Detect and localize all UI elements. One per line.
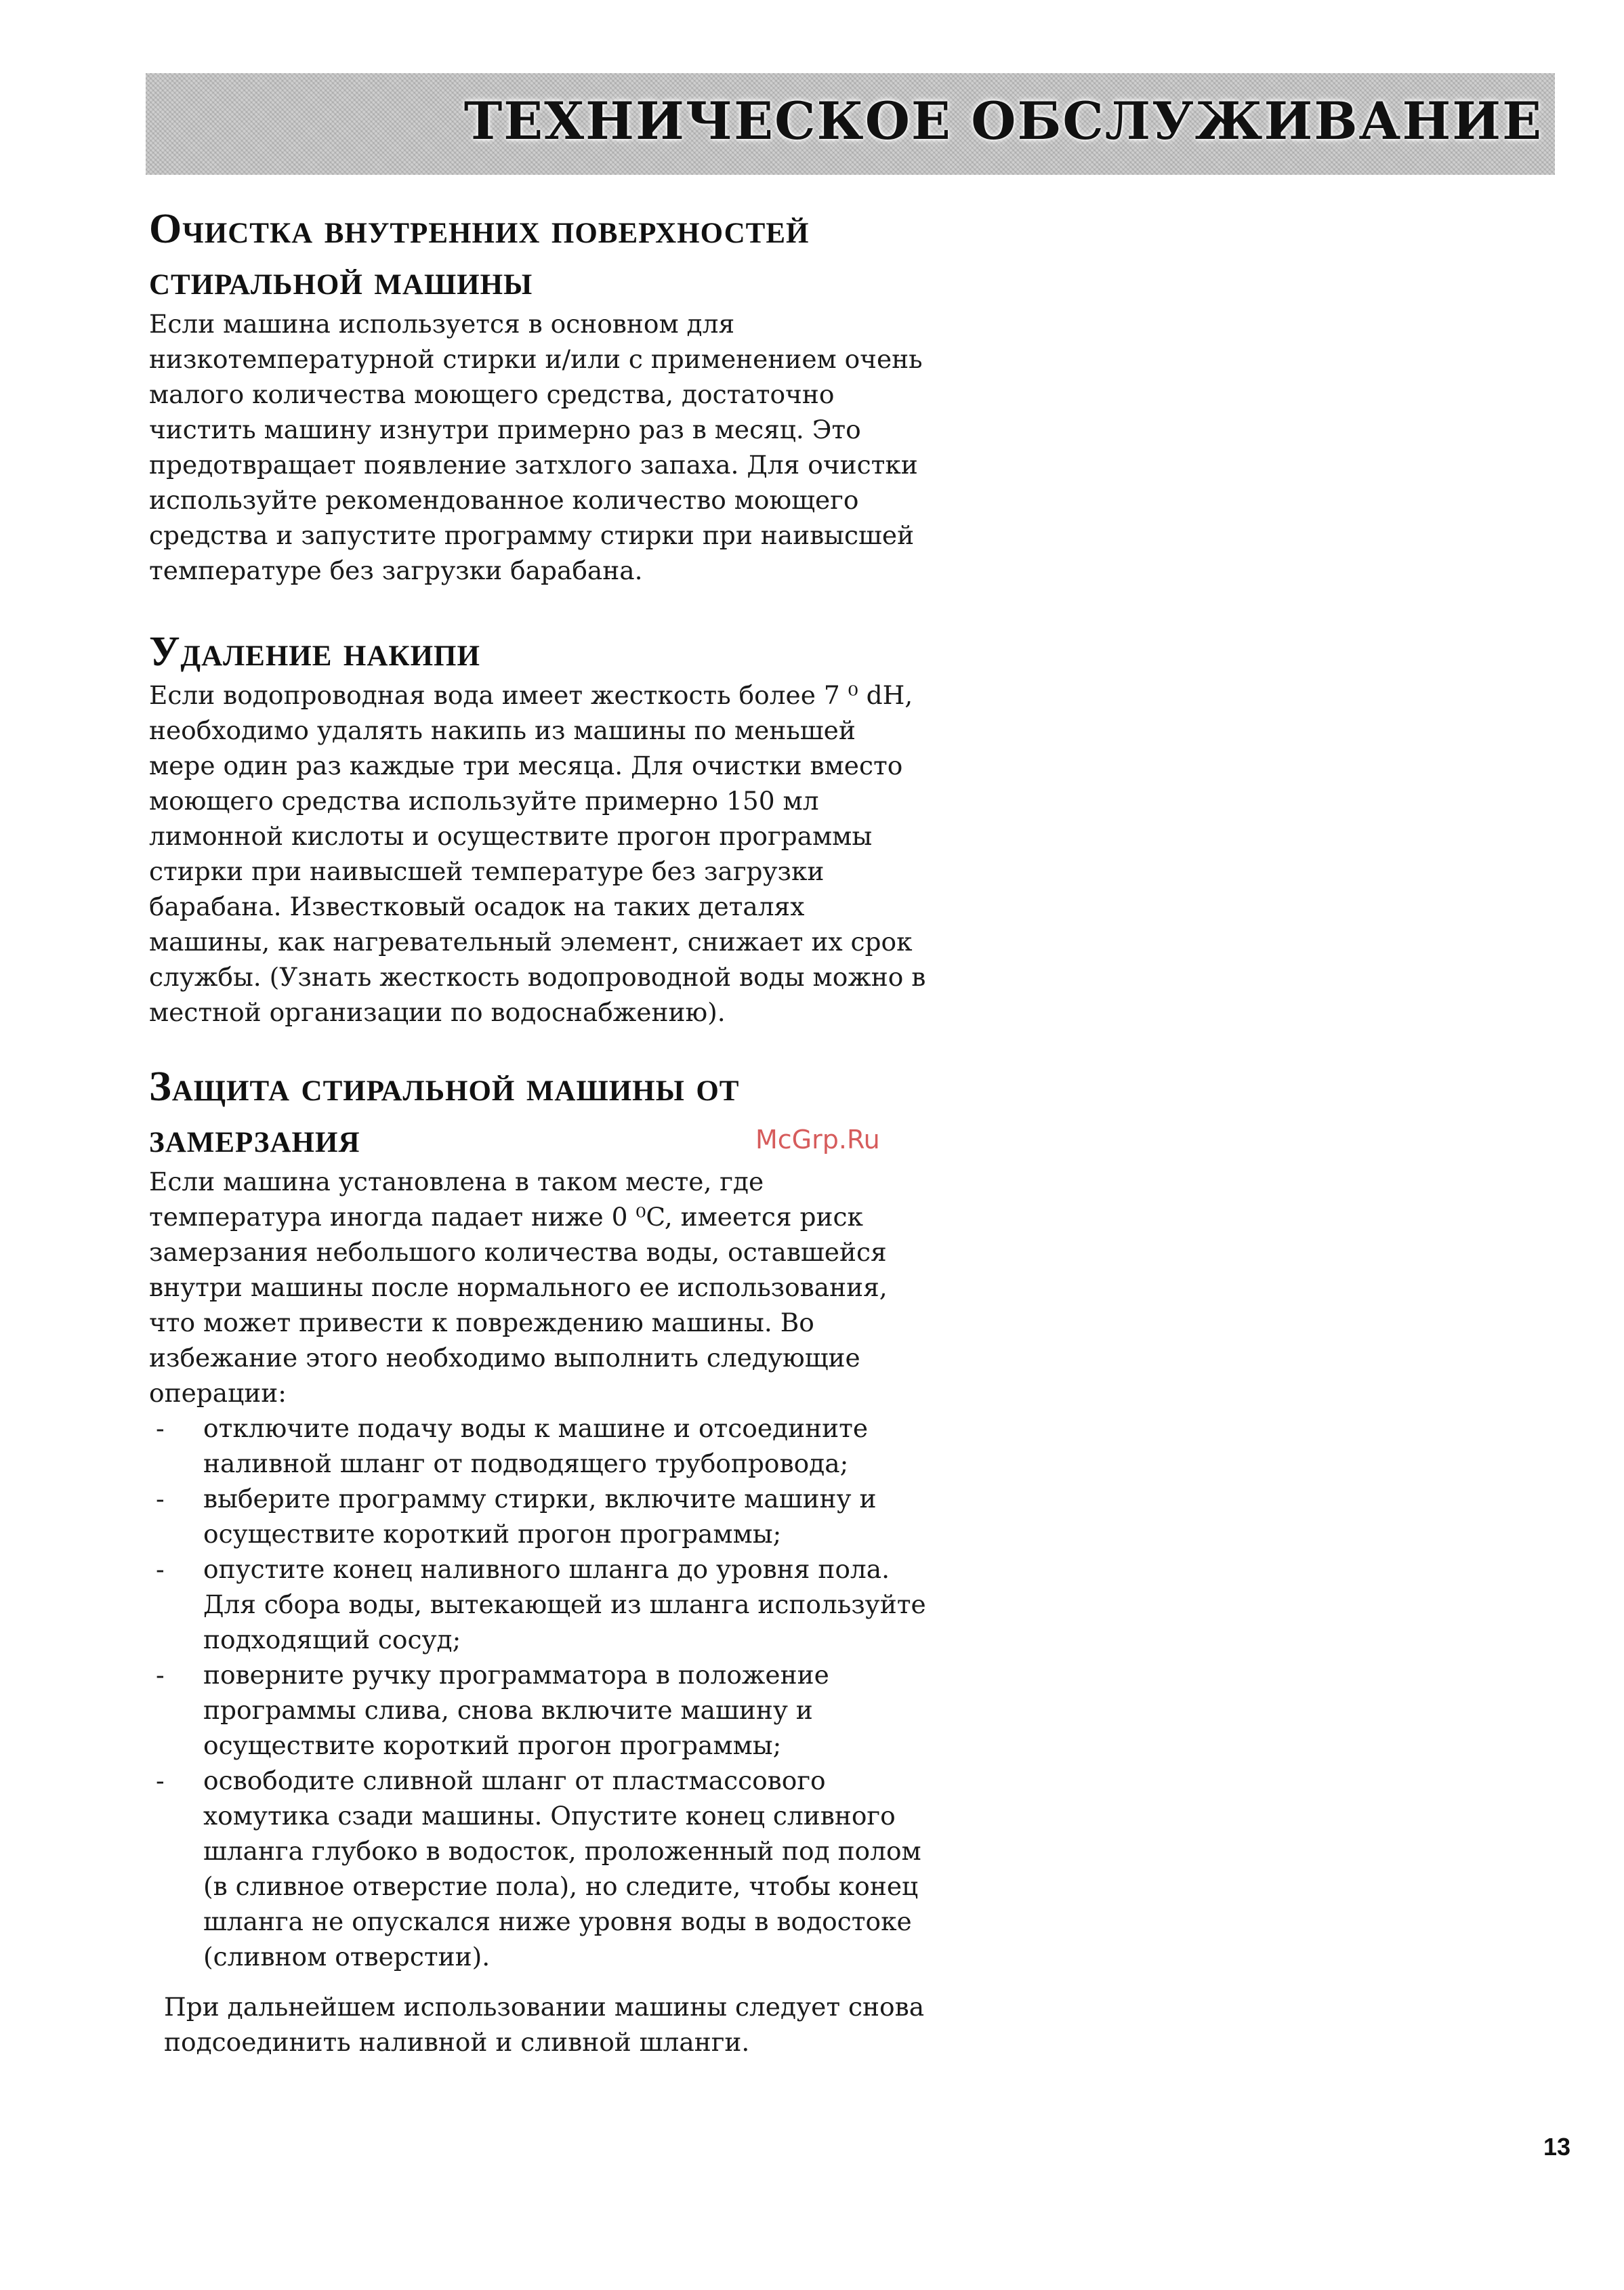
section-title-interior-cleaning: Очистка внутренних поверхностей стиральной машины <box>149 206 810 304</box>
list-item-text: освободите сливной шланг от пластмассового хомутика сзади машины. Опустите конец сливного шланга глубоко в водосток, проложенный под полом (в сливное отверстие пола), но следите, чтобы конец шланга не опускался ниже уровня воды в водостоке (сливном отверстии). <box>203 1766 921 1972</box>
header-band <box>146 73 1555 175</box>
section-title-descaling: Удаление накипи <box>149 629 480 675</box>
section-descaling <box>149 626 928 1030</box>
list-dash: - <box>156 1413 165 1443</box>
list-item <box>149 1481 928 1552</box>
list-item-text: опустите конец наливного шланга до уровня пола. Для сбора воды, вытекающей из шланга используйте подходящий сосуд; <box>203 1554 926 1654</box>
list-dash: - <box>156 1484 165 1514</box>
list-dash: - <box>156 1766 165 1795</box>
list-dash: - <box>156 1660 165 1690</box>
frost-protection-steps <box>149 1411 928 1974</box>
list-dash: - <box>156 1554 165 1584</box>
page-number: 13 <box>1543 2133 1571 2161</box>
section-title-frost-protection: Защита стиральной машины от замерзания <box>149 1064 740 1161</box>
list-item <box>149 1657 928 1763</box>
list-item <box>149 1411 928 1481</box>
section-closing-note: При дальнейшем использовании машины следует снова подсоединить наливной и сливной шланги. <box>164 1992 925 2057</box>
section-body-descaling: Если водопроводная вода имеет жесткость более 7 ⁰ dH, необходимо удалять накипь из машины по меньшей мере один раз каждые три месяца. Для очистки вместо моющего средства используйте примерно 150 мл лимонной кислоты и осуществите прогон программы стирки при наивысшей температуре без загрузки барабана. Известковый осадок на таких деталях машины, как нагревательный элемент, снижает их срок службы. (Узнать жесткость водопроводной воды можно в местной организации по водоснабжению). <box>149 680 926 1027</box>
list-item-text: выберите программу стирки, включите машину и осуществите короткий прогон программы; <box>203 1484 877 1549</box>
list-item-text: отключите подачу воды к машине и отсоедините наливной шланг от подводящего трубопровода; <box>203 1413 869 1478</box>
section-body-interior-cleaning: Если машина используется в основном для низкотемпературной стирки и/или с применением очень малого количества моющего средства, достаточно чистить машину изнутри примерно раз в месяц. Это предотвращает появление затхлого запаха. Для очистки используйте рекомендованное количество моющего средства и запустите программу стирки при наивысшей температуре без загрузки барабана. <box>149 309 923 585</box>
section-frost-protection <box>149 1061 928 2060</box>
list-item-text: поверните ручку программатора в положение программы слива, снова включите машину и осуществите короткий прогон программы; <box>203 1660 829 1760</box>
page-header-title: ТЕХНИЧЕСКОЕ ОБСЛУЖИВАНИЕ <box>463 91 1543 151</box>
watermark: McGrp.Ru <box>755 1125 880 1154</box>
list-item <box>149 1552 928 1657</box>
list-item <box>149 1763 928 1974</box>
section-interior-cleaning <box>149 203 928 588</box>
section-body-frost-protection: Если машина установлена в таком месте, где температура иногда падает ниже 0 ⁰C, имеется риск замерзания небольшого количества воды, оставшейся внутри машины после нормального ее использования, что может привести к повреждению машины. Во избежание этого необходимо выполнить следующие операции: <box>149 1167 888 1408</box>
